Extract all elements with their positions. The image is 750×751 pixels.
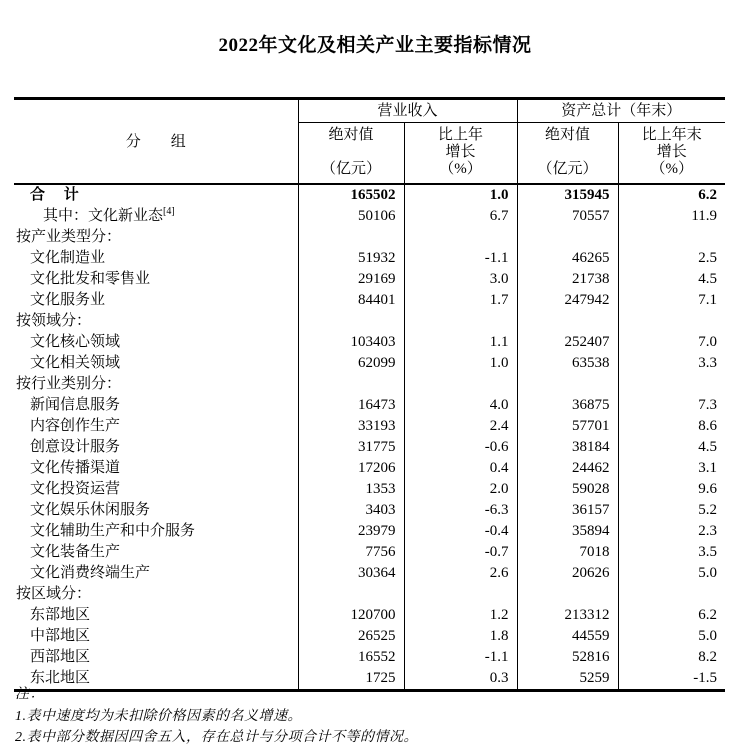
row-label-text: 东部地区 — [30, 607, 91, 623]
row-label — [14, 479, 298, 500]
column-subheader-revenue-absolute — [298, 123, 404, 185]
row-label — [14, 206, 298, 227]
cell-value: 2.5 — [618, 248, 725, 269]
row-label-text: 文化消费终端生产 — [30, 565, 151, 581]
row-label-text: 按行业类别分： — [16, 376, 122, 392]
table-row — [14, 395, 725, 416]
row-label-text: 西部地区 — [30, 649, 91, 665]
row-label-text: 按区域分： — [16, 586, 92, 602]
subheader-line: （%） — [650, 161, 694, 177]
table-row — [14, 521, 725, 542]
subheader-line: （亿元） — [537, 161, 598, 177]
row-label — [14, 374, 298, 395]
cell-value: -1.1 — [404, 248, 517, 269]
cell-value: 2.6 — [404, 563, 517, 584]
footnote-ref: [4] — [163, 206, 175, 217]
row-label-text: 文化装备生产 — [30, 544, 121, 560]
table-header — [14, 99, 725, 185]
cell-value — [517, 374, 618, 395]
row-label-text: 合 计 — [30, 187, 79, 203]
cell-value: -0.7 — [404, 542, 517, 563]
cell-value: -6.3 — [404, 500, 517, 521]
cell-value — [298, 584, 404, 605]
cell-value: 247942 — [517, 290, 618, 311]
cell-value: 3403 — [298, 500, 404, 521]
cell-value: 35894 — [517, 521, 618, 542]
column-subheader-revenue-growth — [404, 123, 517, 185]
subheader-line: （%） — [439, 161, 482, 177]
cell-value: 3.0 — [404, 269, 517, 290]
cell-value: 62099 — [298, 353, 404, 374]
table-row — [14, 605, 725, 626]
row-label-text: 文化服务业 — [30, 292, 106, 308]
cell-value: 50106 — [298, 206, 404, 227]
row-label-text: 其中：文化新业态 — [43, 208, 164, 224]
table-row — [14, 353, 725, 374]
cell-value — [618, 227, 725, 248]
cell-value: 33193 — [298, 416, 404, 437]
cell-value: 4.0 — [404, 395, 517, 416]
row-label — [14, 332, 298, 353]
cell-value: 21738 — [517, 269, 618, 290]
row-label-text: 文化传播渠道 — [30, 460, 121, 476]
column-header-operating-revenue: 营业收入 — [298, 99, 517, 123]
table-body — [14, 184, 725, 691]
row-label-text: 文化制造业 — [30, 250, 106, 266]
row-label — [14, 563, 298, 584]
row-label-text: 新闻信息服务 — [30, 397, 121, 413]
subheader-line: 增长 — [445, 144, 476, 160]
cell-value: 26525 — [298, 626, 404, 647]
column-header-total-assets: 资产总计（年末） — [517, 99, 725, 123]
cell-value: 0.4 — [404, 458, 517, 479]
row-label-text: 内容创作生产 — [30, 418, 121, 434]
cell-value — [618, 311, 725, 332]
cell-value: 1725 — [298, 668, 404, 691]
column-subheader-assets-growth — [618, 123, 725, 185]
cell-value: 63538 — [517, 353, 618, 374]
header-row-groups — [14, 99, 725, 123]
row-label-text: 文化核心领域 — [30, 334, 121, 350]
subheader-line: 绝对值 — [545, 127, 591, 143]
row-label — [14, 395, 298, 416]
row-label — [14, 311, 298, 332]
row-label — [14, 542, 298, 563]
cell-value — [618, 374, 725, 395]
cell-value: 2.3 — [618, 521, 725, 542]
row-label — [14, 353, 298, 374]
column-header-group: 分 组 — [14, 99, 298, 185]
row-label-text: 文化辅助生产和中介服务 — [30, 523, 196, 539]
cell-value: 31775 — [298, 437, 404, 458]
row-label-text: 文化批发和零售业 — [30, 271, 151, 287]
row-label — [14, 605, 298, 626]
cell-value: 29169 — [298, 269, 404, 290]
cell-value: 5.2 — [618, 500, 725, 521]
cell-value: 1.1 — [404, 332, 517, 353]
table-row — [14, 542, 725, 563]
cell-value: -1.5 — [618, 668, 725, 691]
row-label — [14, 584, 298, 605]
row-label — [14, 626, 298, 647]
table-row — [14, 206, 725, 227]
cell-value: 6.7 — [404, 206, 517, 227]
table-row — [14, 416, 725, 437]
cell-value: 30364 — [298, 563, 404, 584]
row-label — [14, 458, 298, 479]
cell-value — [404, 311, 517, 332]
cell-value: 165502 — [298, 184, 404, 206]
cell-value: 2.4 — [404, 416, 517, 437]
table-row — [14, 311, 725, 332]
cell-value: 23979 — [298, 521, 404, 542]
notes-heading: 注： — [15, 687, 44, 702]
note-1: 1.表中速度均为未扣除价格因素的名义增速。 — [15, 708, 302, 724]
subheader-line: 比上年 — [438, 127, 484, 143]
cell-value: 6.2 — [618, 184, 725, 206]
cell-value: 8.6 — [618, 416, 725, 437]
cell-value: 70557 — [517, 206, 618, 227]
cell-value — [517, 584, 618, 605]
cell-value: -0.4 — [404, 521, 517, 542]
cell-value: 2.0 — [404, 479, 517, 500]
cell-value: 120700 — [298, 605, 404, 626]
cell-value: 7018 — [517, 542, 618, 563]
row-label-text: 按产业类型分： — [16, 229, 122, 245]
cell-value: 1.7 — [404, 290, 517, 311]
cell-value: 11.9 — [618, 206, 725, 227]
subheader-lines — [405, 123, 517, 183]
row-label — [14, 521, 298, 542]
cell-value: 7.0 — [618, 332, 725, 353]
subheader-lines — [518, 123, 618, 183]
row-label-text: 文化投资运营 — [30, 481, 121, 497]
cell-value: 252407 — [517, 332, 618, 353]
cell-value: 3.3 — [618, 353, 725, 374]
table-row — [14, 458, 725, 479]
cell-value: 103403 — [298, 332, 404, 353]
table-row — [14, 290, 725, 311]
column-subheader-assets-absolute — [517, 123, 618, 185]
cell-value: 7.3 — [618, 395, 725, 416]
cell-value: 315945 — [517, 184, 618, 206]
table-row — [14, 584, 725, 605]
cell-value: -1.1 — [404, 647, 517, 668]
cell-value: 3.1 — [618, 458, 725, 479]
subheader-line: 绝对值 — [328, 127, 374, 143]
table-row — [14, 626, 725, 647]
subheader-lines — [299, 123, 404, 183]
cell-value: 16473 — [298, 395, 404, 416]
row-label-text: 文化相关领域 — [30, 355, 121, 371]
table-row — [14, 227, 725, 248]
row-label — [14, 227, 298, 248]
cell-value: 6.2 — [618, 605, 725, 626]
row-label — [14, 416, 298, 437]
row-label — [14, 269, 298, 290]
cell-value: 57701 — [517, 416, 618, 437]
cell-value: 0.3 — [404, 668, 517, 691]
cell-value: 4.5 — [618, 437, 725, 458]
row-label-text: 按领域分： — [16, 313, 92, 329]
table-row — [14, 332, 725, 353]
cell-value: 5259 — [517, 668, 618, 691]
cell-value: 3.5 — [618, 542, 725, 563]
row-label — [14, 647, 298, 668]
cell-value: 8.2 — [618, 647, 725, 668]
table-row — [14, 500, 725, 521]
cell-value: 1.0 — [404, 353, 517, 374]
subheader-line: 比上年末 — [641, 127, 702, 143]
cell-value — [404, 227, 517, 248]
row-label — [14, 500, 298, 521]
cell-value: 4.5 — [618, 269, 725, 290]
cell-value — [618, 584, 725, 605]
cell-value: 52816 — [517, 647, 618, 668]
subheader-lines — [619, 123, 726, 183]
table-row — [14, 563, 725, 584]
row-label-text: 创意设计服务 — [30, 439, 121, 455]
row-label — [14, 248, 298, 269]
cell-value: 36157 — [517, 500, 618, 521]
cell-value — [517, 227, 618, 248]
cell-value: 38184 — [517, 437, 618, 458]
table-row — [14, 437, 725, 458]
cell-value: 46265 — [517, 248, 618, 269]
cell-value: 84401 — [298, 290, 404, 311]
cell-value — [517, 311, 618, 332]
subheader-line: 增长 — [656, 144, 687, 160]
table-row — [14, 269, 725, 290]
cell-value — [298, 374, 404, 395]
row-label-text: 东北地区 — [30, 670, 91, 686]
page-title: 2022年文化及相关产业主要指标情况 — [218, 35, 532, 56]
cell-value — [404, 374, 517, 395]
table-row — [14, 647, 725, 668]
cell-value: 7756 — [298, 542, 404, 563]
table-row — [14, 374, 725, 395]
row-label — [14, 437, 298, 458]
cell-value: 1.2 — [404, 605, 517, 626]
cell-value: -0.6 — [404, 437, 517, 458]
cell-value: 213312 — [517, 605, 618, 626]
cell-value: 59028 — [517, 479, 618, 500]
subheader-line: （亿元） — [320, 161, 381, 177]
row-label — [14, 290, 298, 311]
table-row — [14, 184, 725, 206]
table-row — [14, 248, 725, 269]
row-label — [14, 184, 298, 206]
cell-value: 44559 — [517, 626, 618, 647]
cell-value: 24462 — [517, 458, 618, 479]
indicators-table — [14, 97, 725, 692]
cell-value: 36875 — [517, 395, 618, 416]
table-row — [14, 479, 725, 500]
cell-value: 20626 — [517, 563, 618, 584]
cell-value: 7.1 — [618, 290, 725, 311]
cell-value: 1.0 — [404, 184, 517, 206]
cell-value: 9.6 — [618, 479, 725, 500]
cell-value: 1.8 — [404, 626, 517, 647]
note-2: 2.表中部分数据因四舍五入，存在总计与分项合计不等的情况。 — [15, 730, 418, 745]
row-label-text: 文化娱乐休闲服务 — [30, 502, 151, 518]
cell-value: 5.0 — [618, 563, 725, 584]
cell-value: 5.0 — [618, 626, 725, 647]
cell-value: 51932 — [298, 248, 404, 269]
cell-value: 17206 — [298, 458, 404, 479]
row-label-text: 中部地区 — [30, 628, 91, 644]
cell-value — [298, 227, 404, 248]
footnotes — [15, 684, 418, 749]
cell-value — [298, 311, 404, 332]
cell-value — [404, 584, 517, 605]
cell-value: 16552 — [298, 647, 404, 668]
cell-value: 1353 — [298, 479, 404, 500]
